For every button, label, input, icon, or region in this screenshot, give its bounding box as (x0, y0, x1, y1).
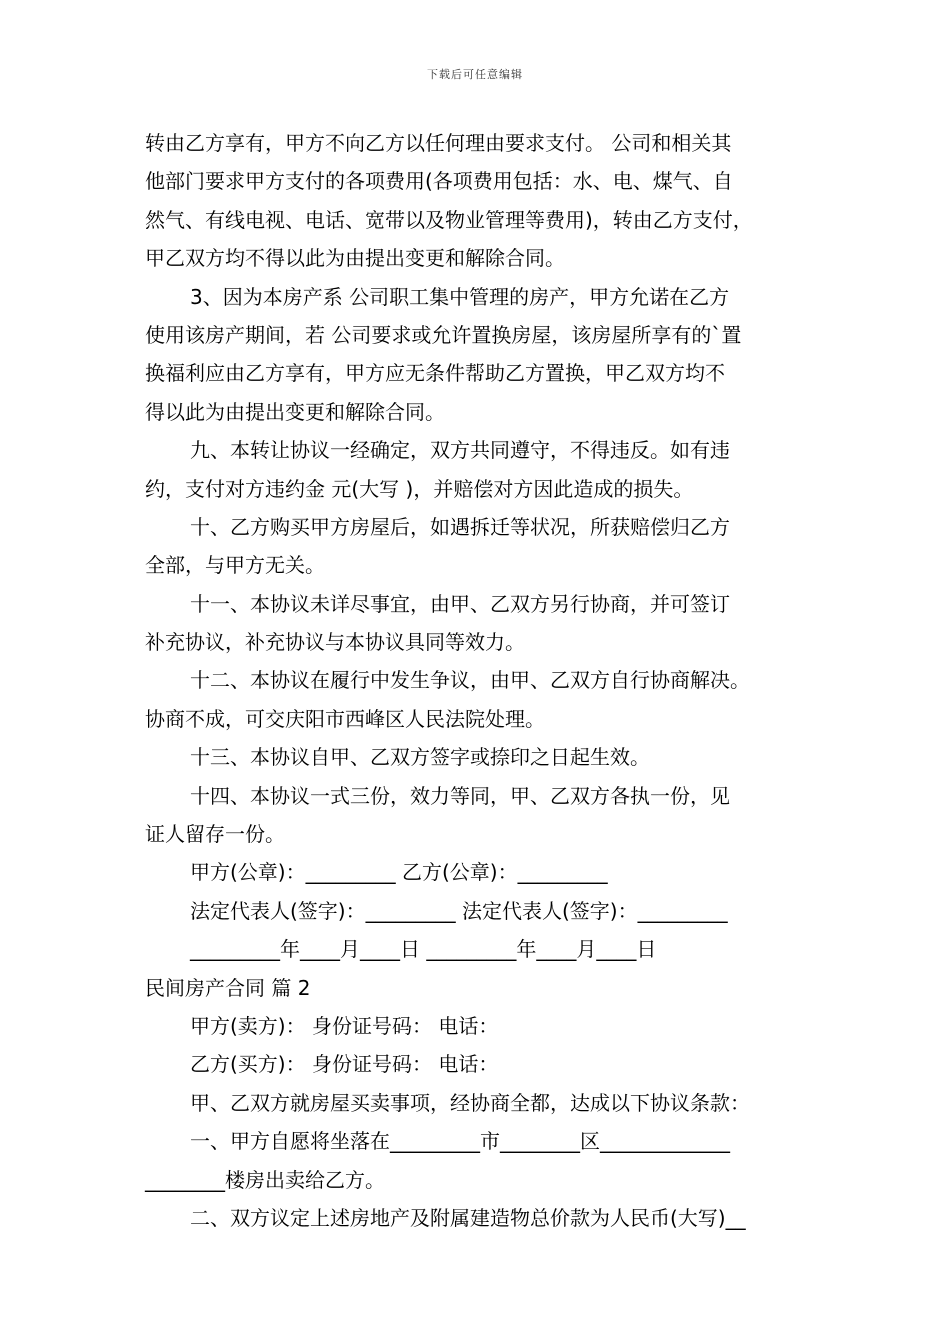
signature-line: 甲方(公章)：_________ 乙方(公章)：_________ (190, 860, 608, 885)
text-line: 转由乙方享有，甲方不向乙方以任何理由要求支付。 公司和相关其 (145, 131, 732, 155)
text-line: ________楼房出卖给乙方。 (145, 1167, 385, 1192)
page-header: 下载后可任意编辑 (427, 68, 523, 81)
text-line: 十四、本协议一式三份，效力等同，甲、乙双方各执一份，见 (190, 783, 730, 808)
text-line: 甲、乙双方就房屋买卖事项，经协商全都，达成以下协议条款： (190, 1090, 750, 1115)
text-line: 十一、本协议未详尽事宜，由甲、乙双方另行协商，并可签订 (190, 591, 730, 616)
text-line: 九、本转让协议一经确定，双方共同遵守，不得违反。如有违 (190, 438, 730, 463)
text-line: 全部，与甲方无关。 (145, 553, 325, 578)
text-line: 二、双方议定上述房地产及附属建造物总价款为人民币(大写)__ (190, 1205, 746, 1230)
text-line: 甲乙双方均不得以此为由提出变更和解除合同。 (145, 246, 565, 271)
document-body (145, 124, 810, 1237)
text-line: 得以此为由提出变更和解除合同。 (145, 399, 445, 424)
text-line: 约，支付对方违约金 元(大写 )，并赔偿对方因此造成的损失。 (145, 476, 694, 501)
section-title: 民间房产合同 篇 2 (145, 975, 311, 1000)
date-line: _________年____月____日 _________年____月____日 (190, 937, 657, 962)
text-line: 使用该房产期间，若 公司要求或允许置换房屋，该房屋所享有的`置 (145, 322, 742, 347)
text-line: 证人留存一份。 (145, 822, 285, 847)
text-line: 然气、有线电视、电话、宽带以及物业管理等费用)，转由乙方支付， (145, 207, 753, 232)
text-line: 十二、本协议在履行中发生争议，由甲、乙双方自行协商解决。 (190, 668, 750, 693)
text-line: 十、乙方购买甲方房屋后，如遇拆迁等状况，所获赔偿归乙方 (190, 514, 730, 539)
text-line: 补充协议，补充协议与本协议具同等效力。 (145, 630, 525, 655)
text-line: 他部门要求甲方支付的各项费用(各项费用包括：水、电、煤气、自 (145, 169, 733, 194)
text-line: 3、因为本房产系 公司职工集中管理的房产，甲方允诺在乙方 (190, 284, 730, 309)
text-line: 协商不成，可交庆阳市西峰区人民法院处理。 (145, 706, 545, 731)
signature-line: 法定代表人(签字)：_________ 法定代表人(签字)：_________ (190, 898, 728, 923)
party-line: 乙方(买方)： 身份证号码： 电话： (190, 1052, 499, 1077)
text-line: 十三、本协议自甲、乙双方签字或捺印之日起生效。 (190, 745, 650, 770)
text-line: 一、甲方自愿将坐落在_________市________区_____________ (190, 1129, 730, 1154)
party-line: 甲方(卖方)： 身份证号码： 电话： (190, 1013, 499, 1038)
text-line: 换福利应由乙方享有，甲方应无条件帮助乙方置换，甲乙双方均不 (145, 361, 725, 386)
